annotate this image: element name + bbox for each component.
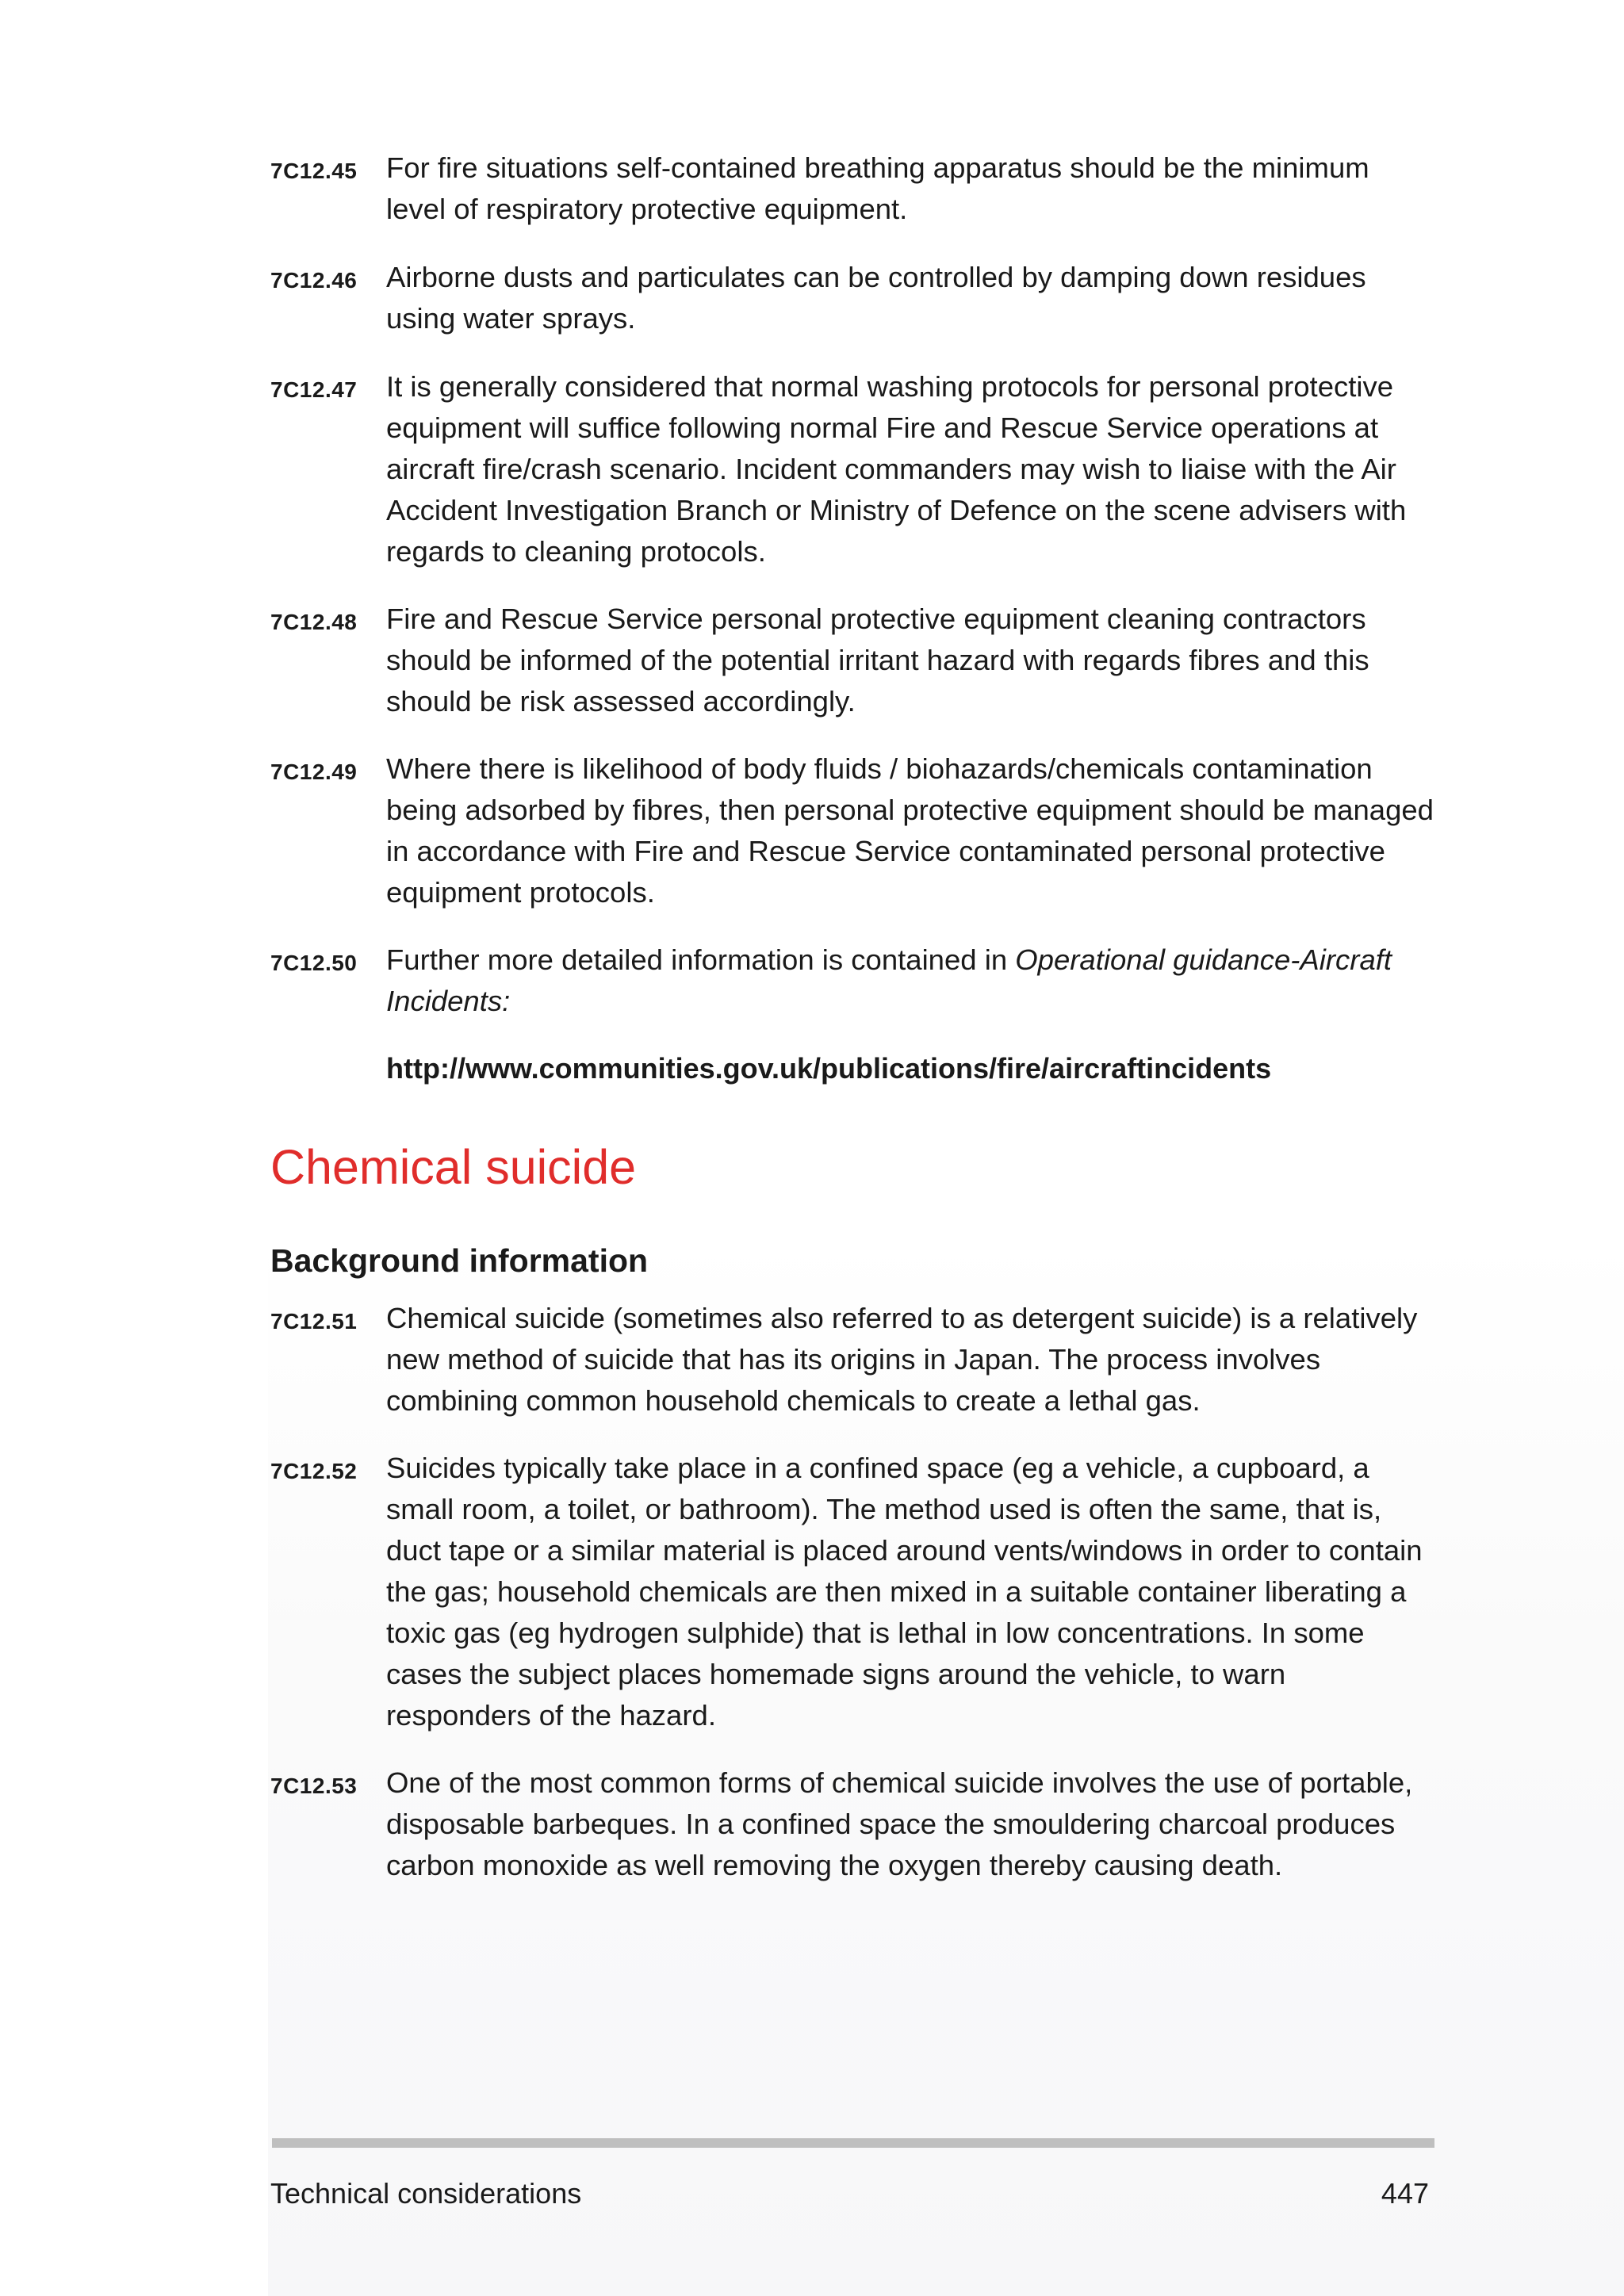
subheading: Background information: [270, 1242, 649, 1279]
paragraph-number: 7C12.48: [270, 610, 358, 634]
paragraph-7c12-53: [270, 1762, 1436, 1886]
paragraph-7c12-48: [270, 599, 1436, 722]
paragraph-7c12-46: [270, 257, 1436, 339]
section-title: Chemical suicide: [270, 1140, 637, 1194]
paragraph-number: 7C12.46: [270, 268, 358, 293]
paragraph-text: Suicides typically take place in a confined space (eg a vehicle, a cupboard, a small room, a toilet, or bathroom). The method used is often the same, that is, duct tape or a similar material is placed around vents/windows in order to contain the gas; household chemicals are then mixed in a suitable container liberating a toxic gas (eg hydrogen sulphide) that is lethal in low concentrations. In some cases the subject places homemade signs around the vehicle, to warn responders of the hazard.: [386, 1452, 1423, 1732]
paragraph-7c12-51: [270, 1298, 1436, 1422]
reference-url[interactable]: http://www.communities.gov.uk/publications/fire/aircraftincidents: [386, 1052, 1272, 1085]
publication-title: Operational guidance-Aircraft Incidents:: [386, 943, 1392, 1017]
paragraph-7c12-50: [270, 939, 1436, 1022]
paragraph-7c12-47: [270, 366, 1436, 572]
paragraph-text: It is generally considered that normal washing protocols for personal protective equipment will suffice following normal Fire and Rescue Service operations at aircraft fire/crash scenario. Incident commanders may wish to liaise with the Air Accident Investigation Branch or Ministry of Defence on the scene advisers with regards to cleaning protocols.: [386, 370, 1407, 568]
paragraph-number: 7C12.51: [270, 1309, 358, 1334]
paragraph-text: One of the most common forms of chemical suicide involves the use of portable, disposable barbeques. In a confined space the smouldering charcoal produces carbon monoxide as well removing the oxygen thereby causing death.: [386, 1766, 1413, 1881]
paragraph-text-plain: Further more detailed information is contained in: [386, 943, 1016, 976]
paragraph-text: Airborne dusts and particulates can be controlled by damping down residues using water sprays.: [386, 261, 1366, 335]
footer-rule: [272, 2138, 1434, 2148]
paragraph-text: Where there is likelihood of body fluids / biohazards/chemicals contamination being adsorbed by fibres, then personal protective equipment should be managed in accordance with Fire and Rescue Service contaminated personal protective equipment protocols.: [386, 752, 1434, 909]
paragraph-number: 7C12.47: [270, 377, 358, 402]
paragraph-number: 7C12.45: [270, 159, 358, 183]
paragraph-text: Chemical suicide (sometimes also referred to as detergent suicide) is a relatively new method of suicide that has its origins in Japan. The process involves combining common household chemicals to create a lethal gas.: [386, 1302, 1418, 1417]
paragraph-7c12-52: [270, 1448, 1436, 1736]
paragraph-text: [386, 939, 1436, 1022]
page-number: 447: [1381, 2177, 1429, 2210]
paragraph-number: 7C12.52: [270, 1459, 358, 1483]
paragraph-number: 7C12.53: [270, 1774, 358, 1798]
paragraph-text: For fire situations self-contained breathing apparatus should be the minimum level of respiratory protective equipment.: [386, 151, 1369, 225]
paragraph-7c12-45: [270, 147, 1436, 230]
paragraph-text: Fire and Rescue Service personal protective equipment cleaning contractors should be informed of the potential irritant hazard with regards fibres and this should be risk assessed accordingly.: [386, 603, 1369, 718]
paragraph-7c12-49: [270, 748, 1436, 913]
footer-section-label: Technical considerations: [270, 2177, 582, 2210]
paragraph-number: 7C12.49: [270, 760, 358, 784]
paragraph-number: 7C12.50: [270, 951, 358, 975]
